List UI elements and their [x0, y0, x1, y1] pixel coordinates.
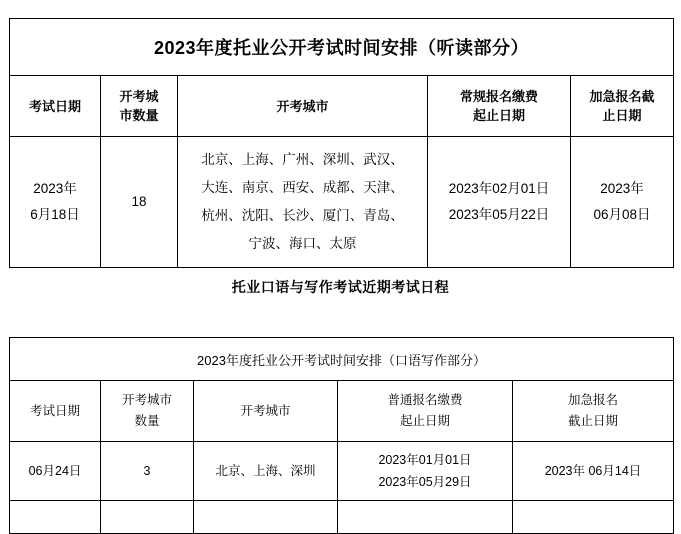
table1-cell-exam-date-line2: 6月18日	[30, 207, 80, 222]
table1-cell-exam-date	[10, 137, 101, 268]
table2-cell-city-count-next	[101, 501, 194, 534]
table2-cell-city-count: 3	[101, 442, 194, 501]
table2-header-urgent-deadline-line1: 加急报名	[567, 393, 618, 407]
table2-cell-regular-payment-line2: 2023年05月29日	[378, 475, 472, 489]
table1-cell-regular-payment	[428, 137, 571, 268]
table1-header-city-count-line1: 开考城	[119, 89, 159, 104]
table1-header-city-count-line2: 市数量	[119, 108, 159, 123]
table-row	[10, 338, 674, 381]
table2-header-urgent-deadline	[513, 381, 674, 442]
exam-schedule-table-listening-reading	[9, 18, 674, 268]
table-header-row	[10, 76, 674, 137]
table1-header-regular-payment-line2: 起止日期	[472, 108, 525, 123]
table2-cell-urgent-deadline: 2023年 06月14日	[513, 442, 674, 501]
table2-header-regular-payment	[338, 381, 513, 442]
table2-header-city-count-line2: 数量	[134, 414, 160, 428]
table1-header-urgent-deadline-line1: 加急报名截	[589, 89, 655, 104]
table1-cell-exam-date-line1: 2023年	[33, 181, 77, 196]
table2-cell-cities-next	[194, 501, 338, 534]
table2-cell-regular-payment-next	[338, 501, 513, 534]
table1-cell-urgent-deadline	[571, 137, 674, 268]
table1-header-urgent-deadline	[571, 76, 674, 137]
table-row	[10, 501, 674, 534]
table1-header-regular-payment-line1: 常规报名缴费	[459, 89, 538, 104]
table2-header-city-count	[101, 381, 194, 442]
table2-header-cities: 开考城市	[194, 381, 338, 442]
table1-header-exam-date: 考试日期	[10, 76, 101, 137]
table1-cell-regular-payment-line1: 2023年02月01日	[448, 181, 550, 196]
table2-cell-regular-payment	[338, 442, 513, 501]
table2-header-regular-payment-line1: 普通报名缴费	[387, 393, 463, 407]
table-row	[10, 19, 674, 76]
table1-header-urgent-deadline-line2: 止日期	[602, 108, 642, 123]
table2-cell-cities: 北京、上海、深圳	[194, 442, 338, 501]
table1-header-regular-payment	[428, 76, 571, 137]
table2-header-urgent-deadline-line2: 截止日期	[567, 414, 618, 428]
table-row	[10, 442, 674, 501]
table1-title: 2023年度托业公开考试时间安排（听读部分）	[10, 19, 674, 76]
table1-cell-cities: 北京、上海、广州、深圳、武汉、大连、南京、西安、成都、天津、杭州、沈阳、长沙、厦门、青岛、宁波、海口、太原	[178, 137, 428, 268]
table2-cell-urgent-deadline-next	[513, 501, 674, 534]
table-row	[10, 137, 674, 268]
table1-cell-urgent-deadline-line2: 06月08日	[593, 207, 651, 222]
exam-schedule-table-speaking-writing	[9, 337, 674, 534]
table2-cell-regular-payment-line1: 2023年01月01日	[378, 453, 472, 467]
table2-cell-exam-date: 06月24日	[10, 442, 101, 501]
table2-header-regular-payment-line2: 起止日期	[399, 414, 450, 428]
table1-cell-regular-payment-line2: 2023年05月22日	[448, 207, 550, 222]
table2-title: 2023年度托业公开考试时间安排（口语写作部分）	[10, 338, 674, 381]
table2-cell-exam-date-next	[10, 501, 101, 534]
table-header-row	[10, 381, 674, 442]
table1-cell-city-count: 18	[101, 137, 178, 268]
table2-header-exam-date: 考试日期	[10, 381, 101, 442]
table1-header-city-count	[101, 76, 178, 137]
table2-header-city-count-line1: 开考城市	[121, 393, 172, 407]
table1-cell-urgent-deadline-line1: 2023年	[600, 181, 644, 196]
section-heading-speaking-writing: 托业口语与写作考试近期考试日程	[231, 279, 450, 295]
table1-header-cities: 开考城市	[178, 76, 428, 137]
